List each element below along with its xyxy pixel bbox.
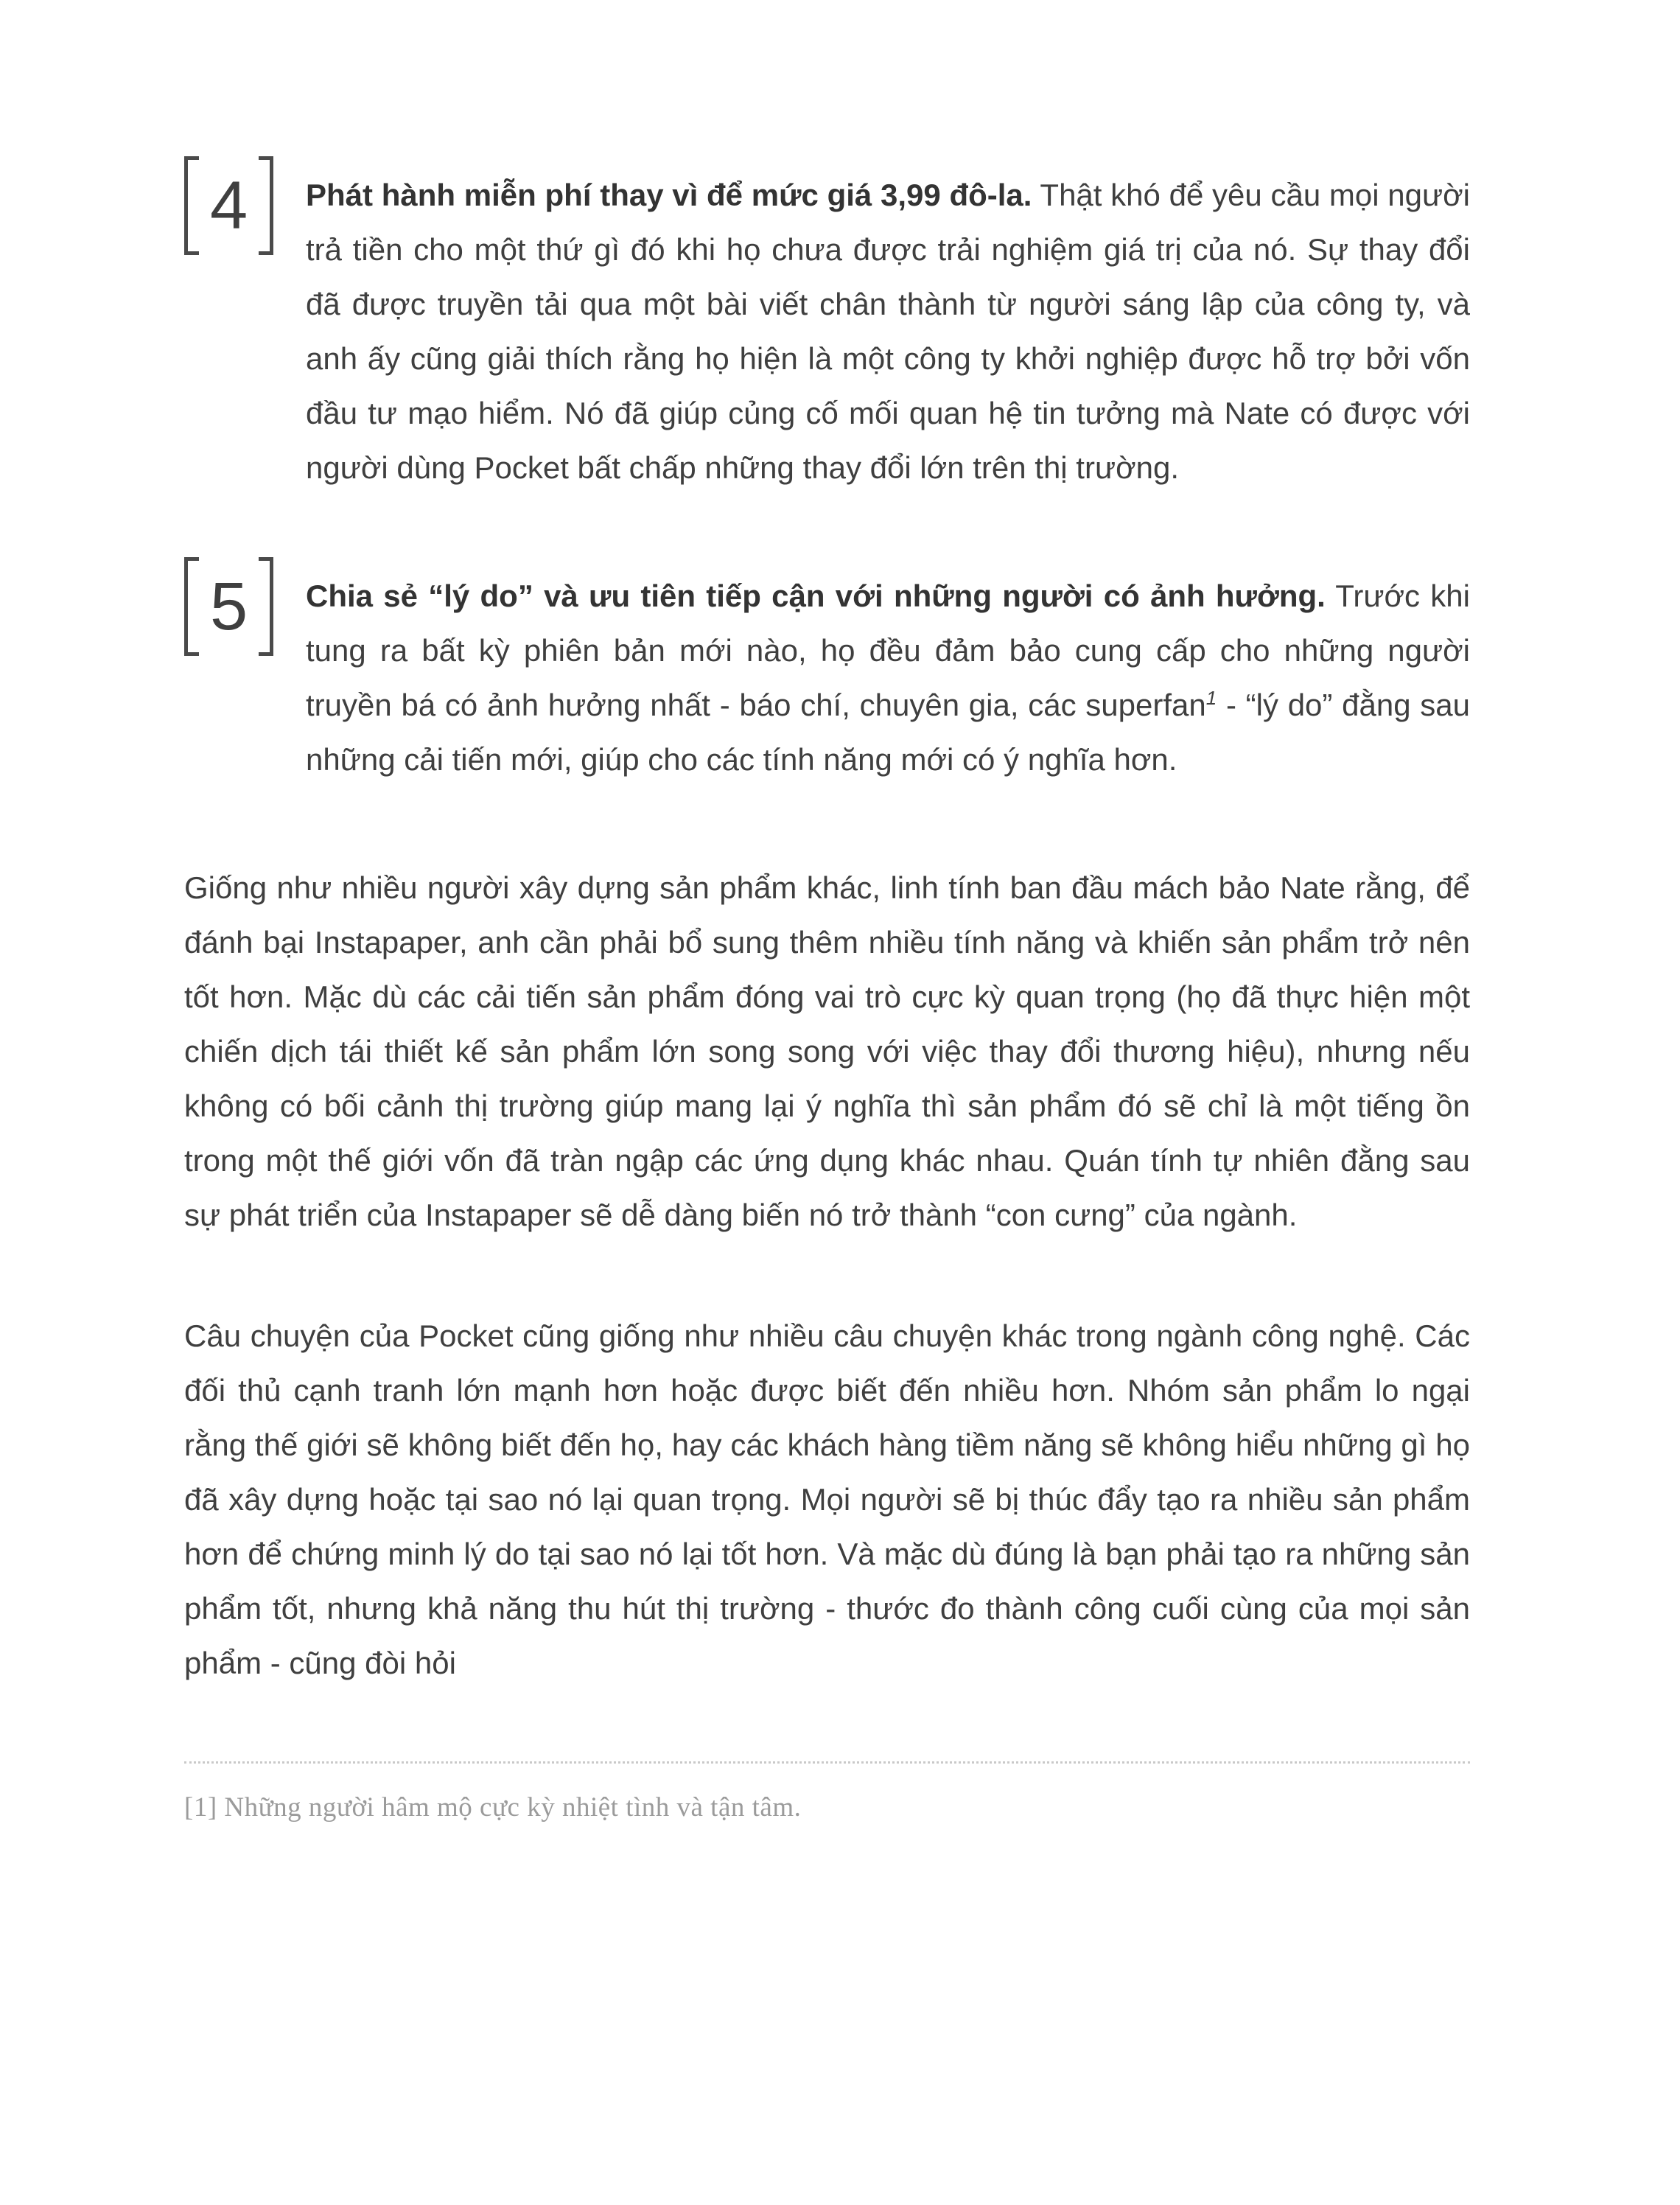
- footnote-divider: [184, 1761, 1470, 1764]
- item-4-marker: [184, 156, 306, 255]
- left-bracket-shape: [184, 557, 199, 656]
- paragraph-1: Giống như nhiều người xây dựng sản phẩm khác, linh tính ban đầu mách bảo Nate rằng, để đánh bại Instapaper, anh cần phải bổ sung thêm nhiều tính năng và khiến sản phẩm trở nên tốt hơn. Mặc dù các cải tiến sản phẩm đóng vai trò cực kỳ quan trọng (họ đã thực hiện một chiến dịch tái thiết kế sản phẩm lớn song song với việc thay đổi thương hiệu), nhưng nếu không có bối cảnh thị trường giúp mang lại ý nghĩa thì sản phẩm đó sẽ chỉ là một tiếng ồn trong một thế giới vốn đã tràn ngập các ứng dụng khác nhau. Quán tính tự nhiên đằng sau sự phát triển của Instapaper sẽ dễ dàng biến nó trở thành “con cưng” của ngành.: [184, 870, 1470, 1232]
- numbered-item-5: [184, 569, 1470, 787]
- footnote-text: Những người hâm mộ cực kỳ nhiệt tình và tận tâm.: [217, 1792, 802, 1823]
- footnote: [184, 1789, 1470, 1827]
- item-5-body-after: - “lý do” đằng sau những cải tiến mới, giúp cho các tính năng mới có ý nghĩa hơn.: [306, 688, 1470, 777]
- page-content: [184, 168, 1470, 1827]
- right-bracket-shape: [259, 557, 273, 656]
- item-5-number: 5: [210, 569, 248, 644]
- item-5-text: [306, 569, 1470, 787]
- right-bracket-shape: [259, 156, 273, 255]
- item-5-lead: Chia sẻ “lý do” và ưu tiên tiếp cận với những người có ảnh hưởng.: [306, 579, 1326, 613]
- left-bracket-shape: [184, 156, 199, 255]
- item-4-lead: Phát hành miễn phí thay vì để mức giá 3,99 đô-la.: [306, 178, 1032, 212]
- item-4-body: Thật khó để yêu cầu mọi người trả tiền cho một thứ gì đó khi họ chưa được trải nghiệm giá trị của nó. Sự thay đổi đã được truyền tải qua một bài viết chân thành từ người sáng lập của công ty, và anh ấy cũng giải thích rằng họ hiện là một công ty khởi nghiệp được hỗ trợ bởi vốn đầu tư mạo hiểm. Nó đã giúp củng cố mối quan hệ tin tưởng mà Nate có được với người dùng Pocket bất chấp những thay đổi lớn trên thị trường.: [306, 178, 1470, 485]
- footnote-marker: [1]: [184, 1792, 217, 1823]
- footnote-reference-superscript: 1: [1205, 687, 1217, 709]
- numbered-item-4: [184, 168, 1470, 495]
- paragraph-2: Câu chuyện của Pocket cũng giống như nhiều câu chuyện khác trong ngành công nghệ. Các đối thủ cạnh tranh lớn mạnh hơn hoặc được biết đến nhiều hơn. Nhóm sản phẩm lo ngại rằng thế giới sẽ không biết đến họ, hay các khách hàng tiềm năng sẽ không hiểu những gì họ đã xây dựng hoặc tại sao nó lại quan trọng. Mọi người sẽ bị thúc đẩy tạo ra nhiều sản phẩm hơn để chứng minh lý do tại sao nó lại tốt hơn. Và mặc dù đúng là bạn phải tạo ra những sản phẩm tốt, nhưng khả năng thu hút thị trường - thước đo thành công cuối cùng của mọi sản phẩm - cũng đòi hỏi: [184, 1318, 1470, 1680]
- item-4-text: [306, 168, 1470, 495]
- item-5-body-before: Trước khi tung ra bất kỳ phiên bản mới nào, họ đều đảm bảo cung cấp cho những người truyền bá có ảnh hưởng nhất - báo chí, chuyên gia, các superfan: [306, 579, 1470, 722]
- item-4-number: 4: [210, 168, 248, 243]
- item-5-marker: [184, 557, 306, 656]
